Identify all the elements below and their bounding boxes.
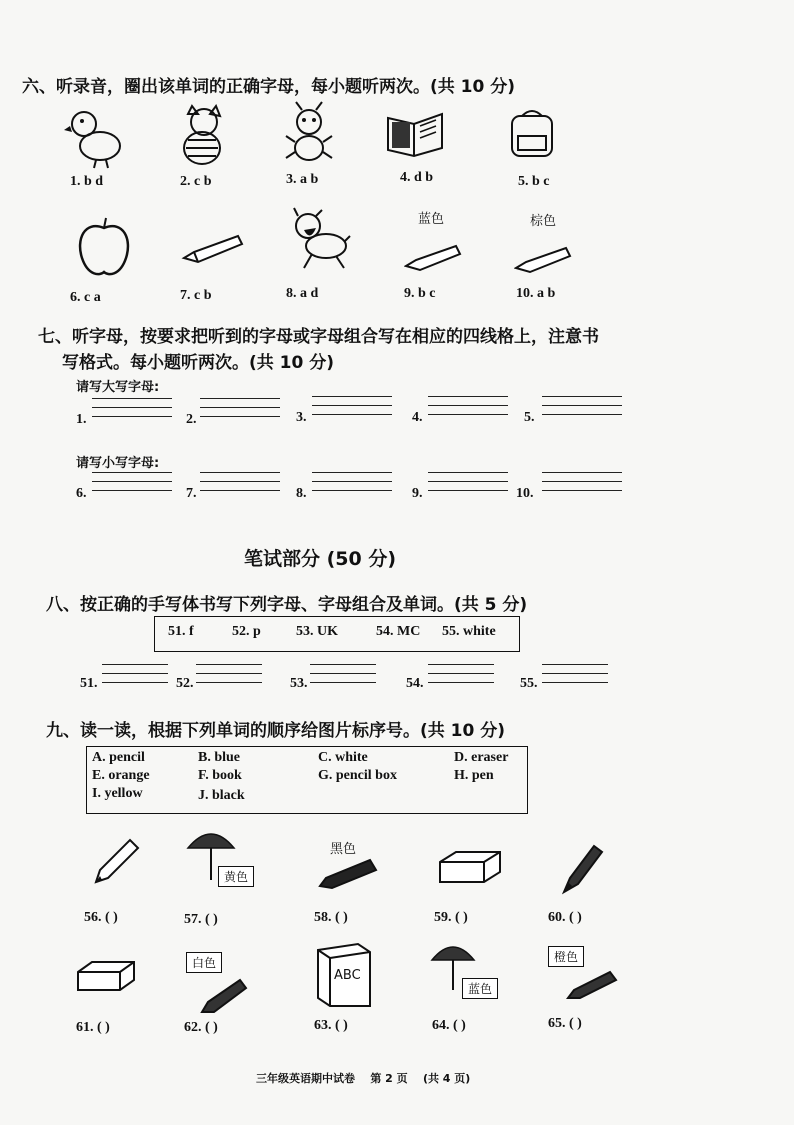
bag-icon <box>504 106 560 164</box>
q65-color-tag: 橙色 <box>548 946 584 967</box>
section-8-title: 八、按正确的手写体书写下列字母、字母组合及单词。(共 5 分) <box>46 595 528 615</box>
dog-icon <box>286 206 352 272</box>
q4-number: 4. <box>412 410 423 425</box>
q5-writing-lines[interactable] <box>542 396 622 424</box>
section-7-title-2: 写格式。每小题听两次。(共 10 分) <box>62 353 335 373</box>
item-9-caption: 蓝色 <box>418 212 445 227</box>
written-section-title: 笔试部分 (50 分) <box>244 548 397 570</box>
q7-number: 7. <box>186 486 197 501</box>
q53-writing-lines[interactable] <box>310 664 376 692</box>
word-e: E. orange <box>92 768 150 783</box>
q58-answer[interactable]: 58. ( ) <box>314 910 348 925</box>
q9-writing-lines[interactable] <box>428 472 508 500</box>
duck-icon <box>62 102 124 170</box>
item-7-options[interactable]: 7. c b <box>180 288 212 303</box>
word-b: B. blue <box>198 750 241 765</box>
word-c: C. white <box>318 750 368 765</box>
crayon-icon <box>514 244 572 274</box>
marker-icon <box>318 856 378 890</box>
apple-icon <box>74 214 134 280</box>
q61-answer[interactable]: 61. ( ) <box>76 1020 110 1035</box>
item-6-options[interactable]: 6. c a <box>70 290 101 305</box>
q64-answer[interactable]: 64. ( ) <box>432 1018 466 1033</box>
q8-number: 8. <box>296 486 307 501</box>
crayon-icon <box>180 232 244 266</box>
q59-answer[interactable]: 59. ( ) <box>434 910 468 925</box>
word-j: J. black <box>198 788 245 803</box>
q52-number: 52. <box>176 676 194 691</box>
item-4-options[interactable]: 4. d b <box>400 170 434 185</box>
cat-icon <box>176 104 232 168</box>
q53-number: 53. <box>290 676 308 691</box>
q51-writing-lines[interactable] <box>102 664 168 692</box>
pencil-icon <box>92 836 140 886</box>
word-g: G. pencil box <box>318 768 397 783</box>
q10-writing-lines[interactable] <box>542 472 622 500</box>
item-3-options[interactable]: 3. a b <box>286 172 319 187</box>
item-5-options[interactable]: 5. b c <box>518 174 550 189</box>
lowercase-label: 请写小写字母: <box>76 456 160 471</box>
q63-answer[interactable]: 63. ( ) <box>314 1018 348 1033</box>
q3-number: 3. <box>296 410 307 425</box>
crayon-icon <box>566 968 618 1002</box>
pen-icon <box>558 840 606 896</box>
q6-writing-lines[interactable] <box>92 472 172 500</box>
section-9-title: 九、读一读，根据下列单词的顺序给图片标序号。(共 10 分) <box>46 721 506 741</box>
eraser-icon <box>74 958 138 994</box>
q54-writing-lines[interactable] <box>428 664 494 692</box>
ant-icon <box>282 100 338 168</box>
q51-number: 51. <box>80 676 98 691</box>
q52-writing-lines[interactable] <box>196 664 262 692</box>
item-10-caption: 棕色 <box>530 214 557 229</box>
book-icon <box>384 108 446 160</box>
q54-number: 54. <box>406 676 424 691</box>
book-text: ABC <box>334 968 361 983</box>
eraser-icon <box>436 848 504 886</box>
s8-item-55: 55. white <box>442 624 496 639</box>
q6-number: 6. <box>76 486 87 501</box>
s8-item-53: 53. UK <box>296 624 338 639</box>
q1-writing-lines[interactable] <box>92 398 172 426</box>
uppercase-label: 请写大写字母: <box>76 380 160 395</box>
q62-answer[interactable]: 62. ( ) <box>184 1020 218 1035</box>
page-footer: 三年级英语期中试卷 第 2 页 (共 4 页) <box>256 1072 471 1085</box>
q56-answer[interactable]: 56. ( ) <box>84 910 118 925</box>
q58-caption: 黑色 <box>330 842 357 857</box>
item-2-options[interactable]: 2. c b <box>180 174 212 189</box>
q10-number: 10. <box>516 486 534 501</box>
word-d: D. eraser <box>454 750 509 765</box>
word-f: F. book <box>198 768 242 783</box>
q7-writing-lines[interactable] <box>200 472 280 500</box>
item-10-options[interactable]: 10. a b <box>516 286 556 301</box>
s8-item-54: 54. MC <box>376 624 421 639</box>
item-1-options[interactable]: 1. b d <box>70 174 104 189</box>
word-h: H. pen <box>454 768 494 783</box>
section-6-title: 六、听录音，圈出该单词的正确字母，每小题听两次。(共 10 分) <box>22 77 516 97</box>
q9-number: 9. <box>412 486 423 501</box>
s8-item-51: 51. f <box>168 624 194 639</box>
q65-answer[interactable]: 65. ( ) <box>548 1016 582 1031</box>
item-8-options[interactable]: 8. a d <box>286 286 319 301</box>
s8-item-52: 52. p <box>232 624 261 639</box>
q4-writing-lines[interactable] <box>428 396 508 424</box>
section-7-title-1: 七、听字母，按要求把听到的字母或字母组合写在相应的四线格上，注意书 <box>38 327 599 347</box>
q8-writing-lines[interactable] <box>312 472 392 500</box>
q1-number: 1. <box>76 412 87 427</box>
q57-answer[interactable]: 57. ( ) <box>184 912 218 927</box>
q2-writing-lines[interactable] <box>200 398 280 426</box>
q3-writing-lines[interactable] <box>312 396 392 424</box>
q62-color-tag: 白色 <box>186 952 222 973</box>
q2-number: 2. <box>186 412 197 427</box>
q5-number: 5. <box>524 410 535 425</box>
word-a: A. pencil <box>92 750 145 765</box>
word-i: I. yellow <box>92 786 143 801</box>
q57-color-tag: 黄色 <box>218 866 254 887</box>
crayon-icon <box>404 242 462 272</box>
item-9-options[interactable]: 9. b c <box>404 286 436 301</box>
q55-number: 55. <box>520 676 538 691</box>
crayon-icon <box>200 976 248 1016</box>
q64-color-tag: 蓝色 <box>462 978 498 999</box>
q60-answer[interactable]: 60. ( ) <box>548 910 582 925</box>
q55-writing-lines[interactable] <box>542 664 608 692</box>
